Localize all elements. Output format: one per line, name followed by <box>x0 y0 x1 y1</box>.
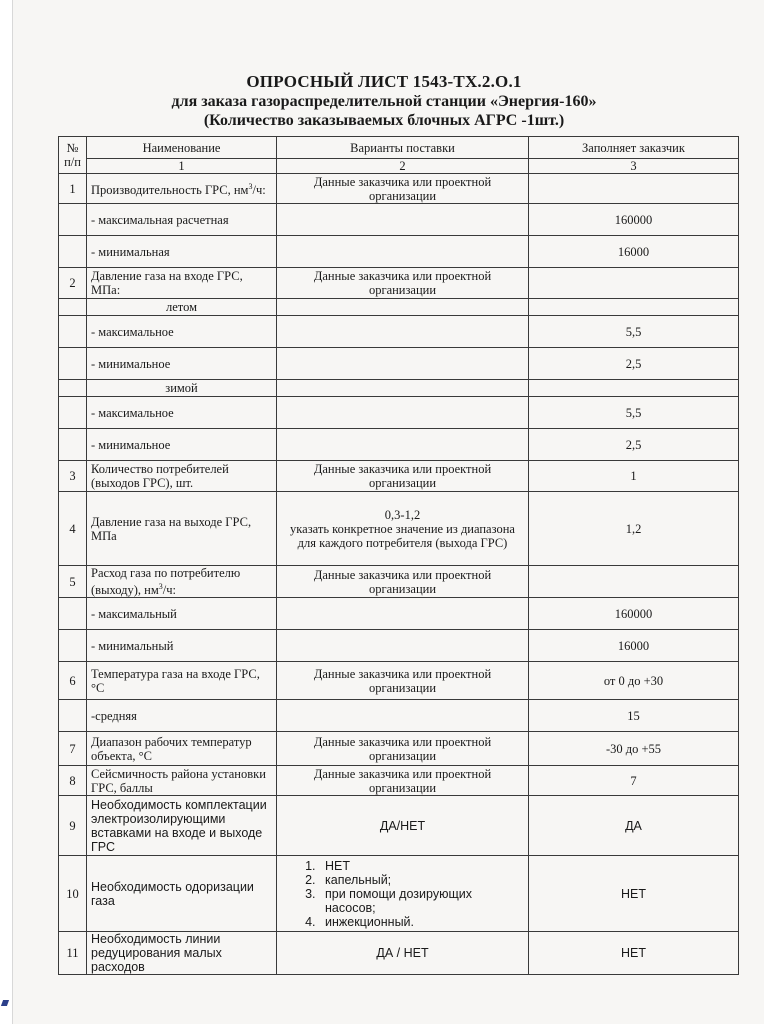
row-name: Количество потребителей (выходов ГРС), шт. <box>87 461 277 492</box>
table-row <box>59 766 739 796</box>
row-name: - максимальное <box>87 397 277 429</box>
document-title: ОПРОСНЫЙ ЛИСТ 1543-ТХ.2.О.1 <box>246 72 522 91</box>
row-name: Давление газа на входе ГРС, МПа: <box>87 268 277 299</box>
row-variant: Данные заказчика или проектной организации <box>277 268 529 299</box>
pressure-range-note: указать конкретное значение из диапазона для каждого потребителя (выхода ГРС) <box>290 521 515 550</box>
section-row <box>59 299 739 316</box>
col-header-variants: Варианты поставки <box>277 137 529 159</box>
row-variant: Данные заказчика или проектной организации <box>277 732 529 766</box>
row-value: 1 <box>529 461 739 492</box>
row-value: 5,5 <box>529 316 739 348</box>
table-row <box>59 316 739 348</box>
row-variant: Данные заказчика или проектной организации <box>277 766 529 796</box>
row-value <box>529 174 739 204</box>
col-index-1: 1 <box>87 159 277 174</box>
row-variant: Данные заказчика или проектной организации <box>277 461 529 492</box>
table-row <box>59 566 739 598</box>
row-value: 7 <box>529 766 739 796</box>
table-row <box>59 492 739 566</box>
row-value: от 0 до +30 <box>529 662 739 700</box>
row-value: 15 <box>529 700 739 732</box>
row-name: -средняя <box>87 700 277 732</box>
row-num: 1 <box>59 174 87 204</box>
row-value: 2,5 <box>529 348 739 380</box>
col-header-name: Наименование <box>87 137 277 159</box>
row-variant: ДА/НЕТ <box>277 796 529 856</box>
row-value: ДА <box>529 796 739 856</box>
pressure-range: 0,3-1,2 <box>384 507 421 522</box>
row-variant <box>277 856 529 932</box>
row-value: 16000 <box>529 630 739 662</box>
option-item: 4. инжекционный. <box>319 915 524 929</box>
season-label-winter: зимой <box>87 380 277 397</box>
col-header-num: № п/п <box>59 137 87 174</box>
table-row <box>59 268 739 299</box>
header-row <box>59 137 739 159</box>
row-name: Давление газа на выходе ГРС, МПа <box>87 492 277 566</box>
scan-artifact <box>1 1000 9 1006</box>
table-row <box>59 662 739 700</box>
row-value <box>529 268 739 299</box>
table-row <box>59 598 739 630</box>
row-num: 8 <box>59 766 87 796</box>
row-variant <box>277 492 529 566</box>
row-name: - максимальная расчетная <box>87 204 277 236</box>
document-quantity-note: (Количество заказываемых блочных АГРС -1шт.) <box>203 112 565 129</box>
row-num: 10 <box>59 856 87 932</box>
table-row <box>59 429 739 461</box>
row-num: 2 <box>59 268 87 299</box>
row-name: Температура газа на входе ГРС, °С <box>87 662 277 700</box>
row-name: Расход газа по потребителю (выходу), $нм^3/ч$: <box>87 566 277 598</box>
row-name: Сейсмичность района установки ГРС, баллы <box>87 766 277 796</box>
row-num: 4 <box>59 492 87 566</box>
col-header-customer: Заполняет заказчик <box>529 137 739 159</box>
row-name: - минимальная <box>87 236 277 268</box>
table-row <box>59 204 739 236</box>
row-value: 16000 <box>529 236 739 268</box>
col-index-2: 2 <box>277 159 529 174</box>
document-header <box>0 72 768 130</box>
table-row <box>59 461 739 492</box>
row-variant: ДА / НЕТ <box>277 932 529 975</box>
row-value: 5,5 <box>529 397 739 429</box>
document-subtitle: для заказа газораспределительной станции «Энергия-160» <box>171 93 597 110</box>
row-num: 7 <box>59 732 87 766</box>
row-value: 2,5 <box>529 429 739 461</box>
row-value: 1,2 <box>529 492 739 566</box>
row-name: Диапазон рабочих температур объекта, °С <box>87 732 277 766</box>
table-row <box>59 732 739 766</box>
table-row <box>59 700 739 732</box>
option-item: 2. капельный; <box>319 873 524 887</box>
option-item: 3. при помощи дозирующих насосов; <box>319 887 524 915</box>
row-name: Необходимость одоризации газа <box>87 856 277 932</box>
row-name: Необходимость линии редуцирования малых расходов <box>87 932 277 975</box>
col-index-3: 3 <box>529 159 739 174</box>
row-value: -30 до +55 <box>529 732 739 766</box>
table-row <box>59 236 739 268</box>
row-name: - максимальное <box>87 316 277 348</box>
row-name: Производительность ГРС, $нм^3/ч$: <box>87 174 277 204</box>
row-value: НЕТ <box>529 932 739 975</box>
row-value: НЕТ <box>529 856 739 932</box>
questionnaire-table <box>58 136 739 975</box>
table-row <box>59 174 739 204</box>
row-name: - максимальный <box>87 598 277 630</box>
odorization-options <box>281 859 524 929</box>
row-value <box>529 566 739 598</box>
row-num: 9 <box>59 796 87 856</box>
table-row <box>59 932 739 975</box>
row-variant: Данные заказчика или проектной организации <box>277 174 529 204</box>
table-row <box>59 856 739 932</box>
row-name: - минимальный <box>87 630 277 662</box>
option-item: 1. НЕТ <box>319 859 524 873</box>
table-row <box>59 630 739 662</box>
table-row <box>59 348 739 380</box>
season-label-summer: летом <box>87 299 277 316</box>
section-row <box>59 380 739 397</box>
row-value: 160000 <box>529 598 739 630</box>
row-num: 5 <box>59 566 87 598</box>
table-row <box>59 796 739 856</box>
row-name: - минимальное <box>87 348 277 380</box>
table-row <box>59 397 739 429</box>
row-variant: Данные заказчика или проектной организации <box>277 662 529 700</box>
row-num: 11 <box>59 932 87 975</box>
row-variant: Данные заказчика или проектной организации <box>277 566 529 598</box>
row-name: - минимальное <box>87 429 277 461</box>
row-num: 6 <box>59 662 87 700</box>
index-row <box>59 159 739 174</box>
row-name: Необходимость комплектации электроизолирующими вставками на входе и выходе ГРС <box>87 796 277 856</box>
row-value: 160000 <box>529 204 739 236</box>
row-num: 3 <box>59 461 87 492</box>
